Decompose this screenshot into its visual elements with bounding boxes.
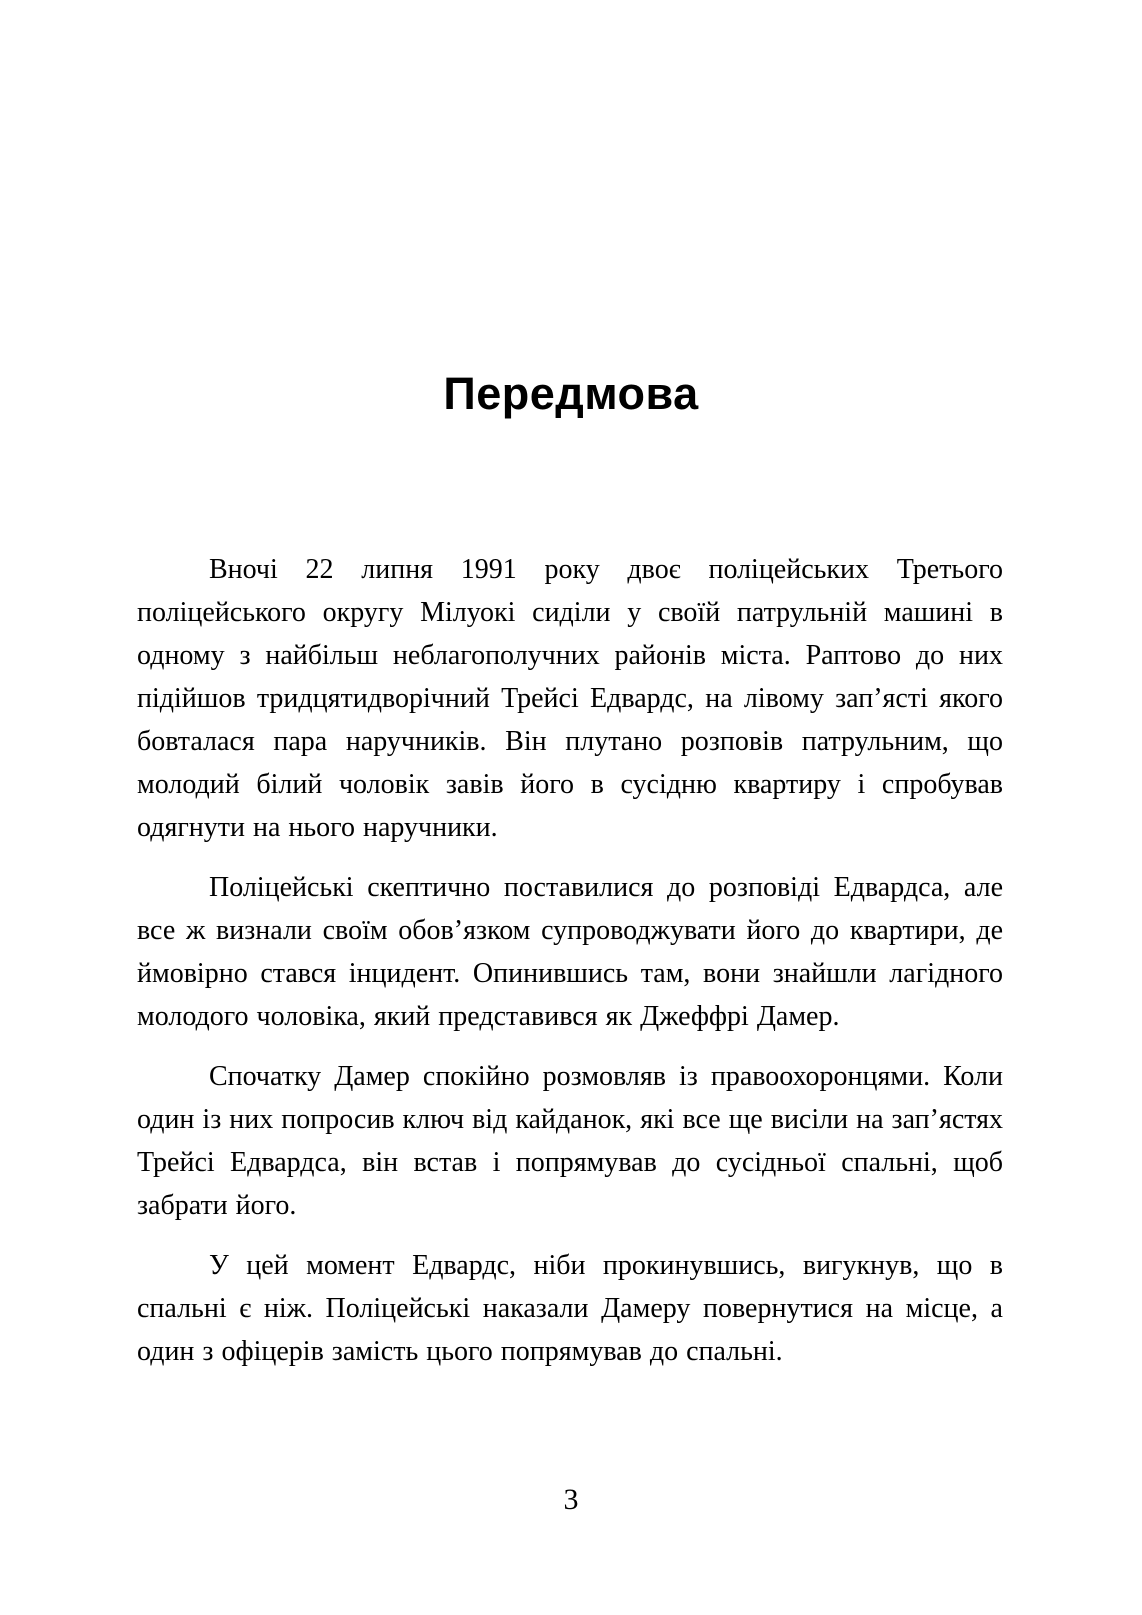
body-paragraph: У цей момент Едвардс, ніби прокинувшись, вигукнув, що в спальні є ніж. Поліцейські наказали Дамеру повернутися на місце, а один з офіцерів замість цього попрямував до спальні. xyxy=(137,1250,1003,1367)
body-paragraph: Вночі 22 липня 1991 року двоє поліцейських Третього поліцейського округу Мілуокі сиділи у своїй патрульній машині в одному з найбільш неблагополучних районів міста. Раптово до них підійшов тридцятидворічний Трейсі Едвардс, на лівому зап’ясті якого бовталася пара наручників. Він плутано розповів патрульним, що молодий білий чоловік завів його в сусідню квартиру і спробував одягнути на нього наручники. xyxy=(137,554,1003,843)
body-paragraph: Поліцейські скептично поставилися до розповіді Едвардса, але все ж визнали своїм обов’язком супроводжувати його до квартири, де ймовірно стався інцидент. Опинившись там, вони знайшли лагідного молодого чоловіка, який представився як Джеффрі Дамер. xyxy=(137,872,1003,1032)
body-paragraph: Спочатку Дамер спокійно розмовляв із правоохоронцями. Коли один із них попросив ключ від кайданок, які все ще висіли на зап’ястях Трейсі Едвардса, він встав і попрямував до сусідньої спальні, щоб забрати його. xyxy=(137,1061,1003,1221)
body-text-block xyxy=(137,548,1003,1390)
page-number: 3 xyxy=(563,1483,579,1516)
page-title: Передмова xyxy=(443,368,699,420)
